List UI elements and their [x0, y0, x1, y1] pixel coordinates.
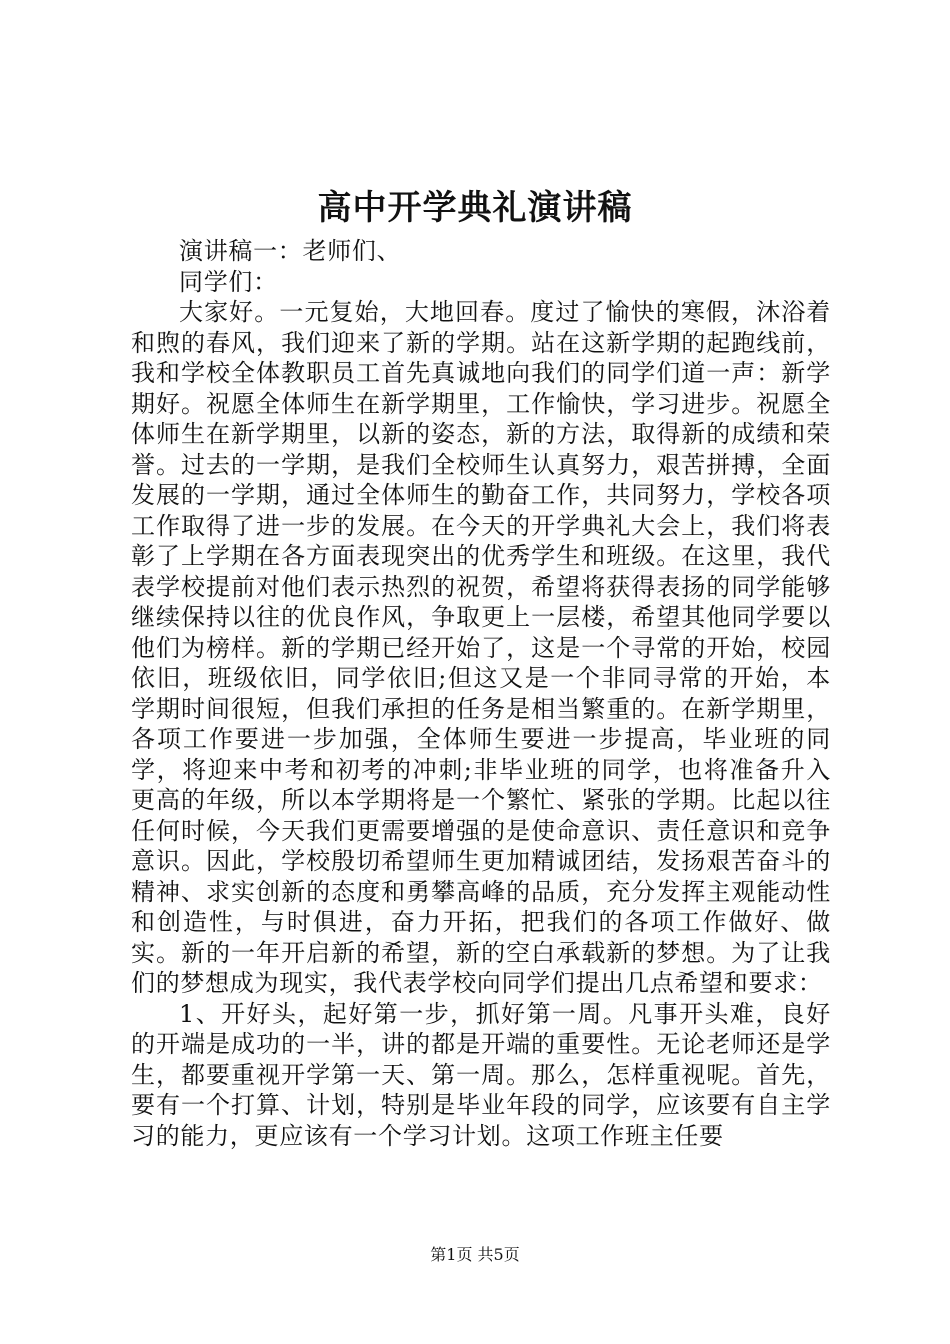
- paragraph-point-one: 1、开好头，起好第一步，抓好第一周。凡事开头难，良好的开端是成功的一半，讲的都是开端的重要性。无论老师还是学生，都要重视开学第一天、第一周。那么，怎样重视呢。首先，要有一个打算、计划，特别是毕业年段的同学，应该要有自主学习的能力，更应该有一个学习计划。这项工作班主任要: [131, 999, 831, 1150]
- document-body: [131, 236, 831, 1151]
- page-number-footer: 第1页 共5页: [430, 1245, 520, 1264]
- paragraph-greeting-teachers: 演讲稿一：老师们、: [179, 237, 402, 265]
- document-title: 高中开学典礼演讲稿: [317, 188, 633, 228]
- paragraph-greeting-students: 同学们：: [179, 267, 278, 296]
- paragraph-main-speech: 大家好。一元复始，大地回春。度过了愉快的寒假，沐浴着和煦的春风，我们迎来了新的学期。站在这新学期的起跑线前，我和学校全体教职员工首先真诚地向我们的同学们道一声：新学期好。祝愿全体师生在新学期里，工作愉快，学习进步。祝愿全体师生在新学期里，以新的姿态，新的方法，取得新的成绩和荣誉。过去的一学期，是我们全校师生认真努力，艰苦拼搏，全面发展的一学期，通过全体师生的勤奋工作，共同努力，学校各项工作取得了进一步的发展。在今天的开学典礼大会上，我们将表彰了上学期在各方面表现突出的优秀学生和班级。在这里，我代表学校提前对他们表示热烈的祝贺，希望将获得表扬的同学能够继续保持以往的优良作风，争取更上一层楼，希望其他同学要以他们为榜样。新的学期已经开始了，这是一个寻常的开始，校园依旧，班级依旧，同学依旧;但这又是一个非同寻常的开始，本学期时间很短，但我们承担的任务是相当繁重的。在新学期里，各项工作要进一步加强，全体师生要进一步提高，毕业班的同学，将迎来中考和初考的冲刺;非毕业班的同学，也将准备升入更高的年级，所以本学期将是一个繁忙、紧张的学期。比起以往任何时候，今天我们更需要增强的是使命意识、责任意识和竞争意识。因此，学校殷切希望师生更加精诚团结，发扬艰苦奋斗的精神、求实创新的态度和勇攀高峰的品质，充分发挥主观能动性和创造性，与时俱进，奋力开拓，把我们的各项工作做好、做实。新的一年开启新的希望，新的空白承载新的梦想。为了让我们的梦想成为现实，我代表学校向同学们提出几点希望和要求：: [131, 298, 831, 997]
